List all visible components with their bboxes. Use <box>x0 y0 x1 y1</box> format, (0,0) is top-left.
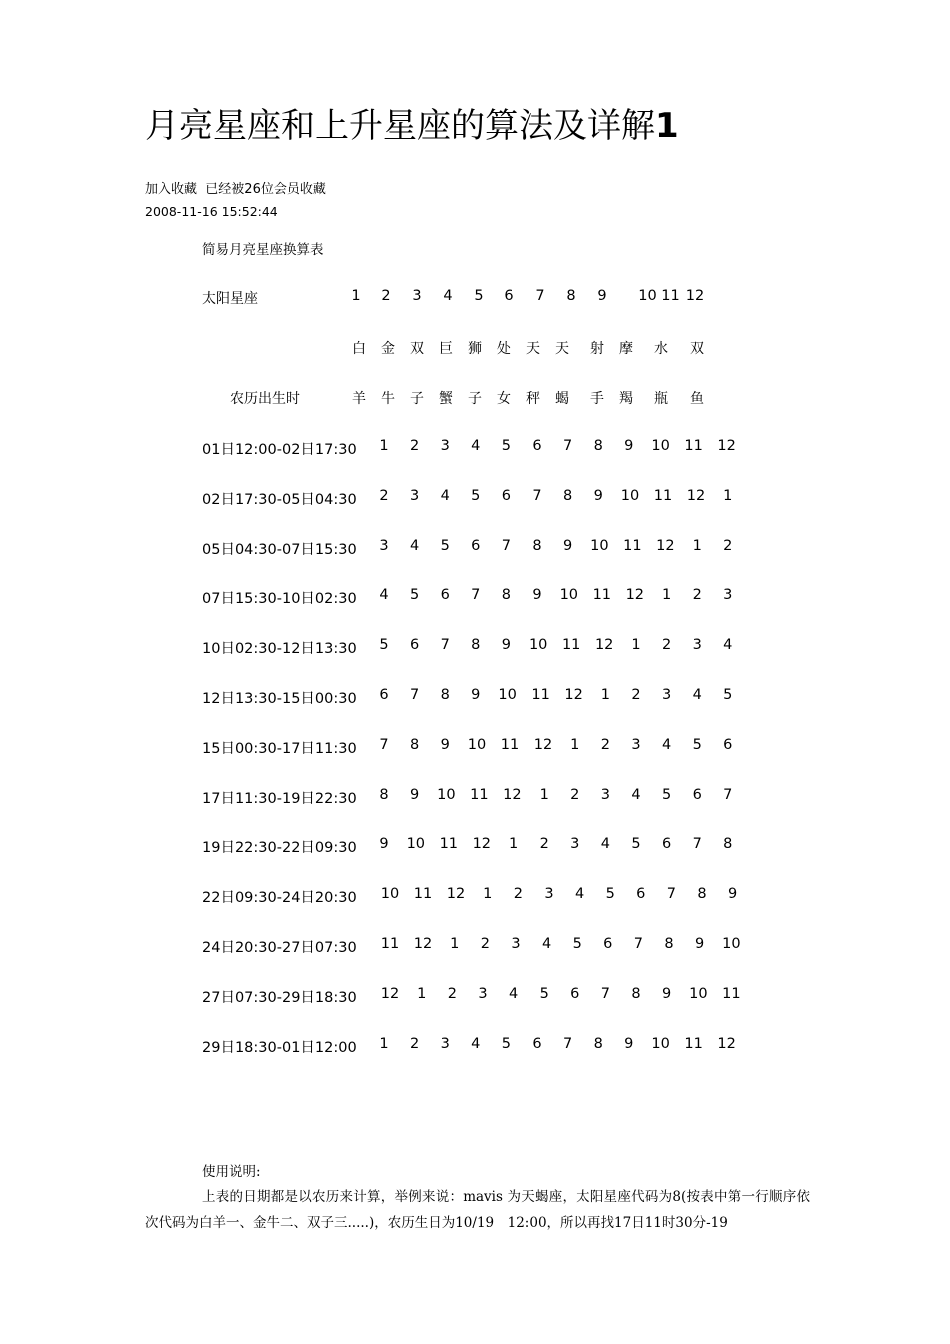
header-number: 7 <box>535 288 545 304</box>
table-cell: 8 <box>723 836 733 853</box>
table-cell: 9 <box>532 587 542 604</box>
table-cell: 11 <box>561 637 581 654</box>
table-cell: 2 <box>409 438 420 454</box>
table-cell: 7 <box>666 886 677 903</box>
table-cell: 6 <box>692 786 702 803</box>
table-cell: 6 <box>603 936 613 952</box>
table-cell: 3 <box>600 786 611 803</box>
sign-name-bottom: 牛 <box>381 391 395 407</box>
table-cell: 1 <box>379 1035 389 1052</box>
sign-name-bottom: 羊 <box>352 391 366 407</box>
table-cell: 3 <box>570 836 580 853</box>
table-cell: 10 <box>559 587 579 604</box>
table-cell: 8 <box>440 687 450 703</box>
table-cell: 7 <box>633 936 644 952</box>
table-cell: 5 <box>501 1035 512 1052</box>
table-cell: 8 <box>471 637 481 654</box>
time-range-label: 05日04:30-07日15:30 <box>202 541 357 558</box>
table-cell: 3 <box>440 438 450 454</box>
table-cell: 5 <box>409 587 420 604</box>
table-cell: 10 <box>620 487 640 504</box>
sign-name-bottom: 蝎 <box>555 391 569 407</box>
table-cell: 12 <box>717 438 736 454</box>
table-cell: 4 <box>379 587 389 604</box>
table-cell: 9 <box>661 985 672 1002</box>
table-cell: 8 <box>532 537 542 554</box>
table-cell: 5 <box>572 936 582 952</box>
table-cell: 5 <box>661 786 672 803</box>
table-cell: 10 <box>651 438 670 454</box>
table-cell: 11 <box>439 836 459 853</box>
sign-name-top: 射 <box>590 341 604 357</box>
sun-sign-label: 太阳星座 <box>202 291 258 307</box>
table-cell: 4 <box>471 438 481 454</box>
time-range-label: 15日00:30-17日11:30 <box>202 740 357 757</box>
table-cell: 9 <box>409 786 420 803</box>
table-cell: 6 <box>661 836 672 853</box>
notes-heading: 使用说明: <box>202 1164 261 1180</box>
table-cell: 10 <box>498 687 517 703</box>
sign-name-bottom: 秤 <box>526 391 540 407</box>
table-cell: 2 <box>570 786 580 803</box>
table-cell: 11 <box>592 587 612 604</box>
table-cell: 7 <box>471 587 481 604</box>
table-cell: 11 <box>380 936 400 952</box>
table-cell: 3 <box>440 1035 450 1052</box>
favorite-count: 26 <box>244 182 261 197</box>
table-cell: 3 <box>723 587 733 604</box>
table-cell: 6 <box>471 537 481 554</box>
table-cell: 1 <box>692 537 702 554</box>
sign-name-top: 处 <box>497 341 511 357</box>
table-cell: 6 <box>379 687 389 703</box>
time-range-label: 12日13:30-15日00:30 <box>202 691 357 707</box>
sign-name-top: 巨 <box>439 341 453 357</box>
sign-name-top: 天 <box>526 341 540 357</box>
table-cell: 1 <box>661 587 672 604</box>
table-cell: 11 <box>531 687 550 703</box>
table-cell: 4 <box>508 985 519 1002</box>
table-cell: 7 <box>562 1035 573 1052</box>
time-range-label: 22日09:30-24日20:30 <box>202 890 357 907</box>
publish-datetime: 2008-11-16 15:52:44 <box>145 204 278 219</box>
table-cell: 4 <box>541 936 552 952</box>
table-cell: 8 <box>593 438 603 454</box>
table-cell: 4 <box>600 836 611 853</box>
table-cell: 2 <box>692 587 702 604</box>
time-range-label: 24日20:30-27日07:30 <box>202 940 357 956</box>
table-cell: 5 <box>471 487 481 504</box>
table-cell: 12 <box>625 587 645 604</box>
table-cell: 3 <box>409 487 420 504</box>
sign-name-top: 水 <box>654 341 668 357</box>
table-cell: 6 <box>532 438 542 454</box>
sign-name-top: 白 <box>352 341 366 357</box>
table-cell: 4 <box>471 1035 481 1052</box>
table-cell: 12 <box>533 736 553 753</box>
page-title-text: 月亮星座和上升星座的算法及详解 <box>145 106 655 146</box>
table-cell: 7 <box>501 537 512 554</box>
table-cell: 4 <box>631 786 641 803</box>
sign-name-bottom: 蟹 <box>439 391 453 407</box>
table-cell: 7 <box>532 487 542 504</box>
table-cell: 5 <box>379 637 389 654</box>
sign-name-bottom: 女 <box>497 391 511 407</box>
table-cell: 7 <box>723 786 733 803</box>
sign-name-top: 天 <box>555 341 569 357</box>
table-cell: 12 <box>686 487 706 504</box>
table-cell: 2 <box>480 936 491 952</box>
header-number: 5 <box>474 288 484 304</box>
table-cell: 12 <box>564 687 583 703</box>
sign-name-top: 摩 <box>619 341 633 357</box>
table-cell: 8 <box>697 886 707 903</box>
table-cell: 3 <box>379 537 389 554</box>
table-cell: 4 <box>574 886 585 903</box>
sign-name-top: 双 <box>410 341 424 357</box>
table-cell: 3 <box>661 687 672 703</box>
table-cell: 4 <box>723 637 733 654</box>
table-cell: 2 <box>409 1035 420 1052</box>
table-cell: 5 <box>631 836 641 853</box>
table-cell: 1 <box>417 985 427 1002</box>
page-title-number: 1 <box>655 106 679 146</box>
table-cell: 3 <box>511 936 521 952</box>
table-cell: 5 <box>692 736 702 753</box>
table-cell: 6 <box>440 587 450 604</box>
table-cell: 9 <box>694 936 705 952</box>
header-number: 10 11 <box>638 288 680 304</box>
table-cell: 12 <box>446 886 466 903</box>
table-cell: 5 <box>539 985 549 1002</box>
table-cell: 6 <box>570 985 580 1002</box>
sign-name-bottom: 子 <box>410 391 424 407</box>
table-cell: 12 <box>413 936 433 952</box>
table-cell: 2 <box>723 537 733 554</box>
table-cell: 10 <box>722 936 741 952</box>
table-cell: 1 <box>539 786 549 803</box>
time-range-label: 29日18:30-01日12:00 <box>202 1039 357 1056</box>
time-range-label: 07日15:30-10日02:30 <box>202 591 357 608</box>
table-cell: 2 <box>447 985 458 1002</box>
table-cell: 7 <box>409 687 420 703</box>
table-cell: 9 <box>624 438 634 454</box>
table-cell: 8 <box>562 487 573 504</box>
table-cell: 2 <box>379 487 389 504</box>
table-cell: 9 <box>624 1035 634 1052</box>
table-cell: 5 <box>440 537 450 554</box>
table-cell: 12 <box>656 537 675 554</box>
table-cell: 2 <box>513 886 524 903</box>
header-number: 4 <box>443 288 453 304</box>
sign-name-top: 狮 <box>468 341 482 357</box>
table-cell: 11 <box>623 537 642 554</box>
sign-name-bottom: 手 <box>590 391 604 407</box>
table-cell: 7 <box>562 438 573 454</box>
header-number: 1 <box>351 288 361 304</box>
table-cell: 9 <box>379 836 389 853</box>
table-cell: 4 <box>440 487 450 504</box>
sign-name-top: 双 <box>690 341 704 357</box>
table-cell: 8 <box>409 736 420 753</box>
table-cell: 11 <box>684 1035 703 1052</box>
table-cell: 12 <box>472 836 492 853</box>
table-cell: 12 <box>380 985 400 1002</box>
sign-name-bottom: 羯 <box>619 391 633 407</box>
header-number: 12 <box>685 288 705 304</box>
add-favorite-link[interactable]: 加入收藏 <box>145 182 198 197</box>
table-cell: 2 <box>600 736 611 753</box>
favorite-prefix: 已经被 <box>205 182 245 197</box>
table-cell: 8 <box>664 936 674 952</box>
table-cell: 6 <box>532 1035 542 1052</box>
table-cell: 10 <box>406 836 426 853</box>
table-cell: 2 <box>539 836 549 853</box>
table-cell: 4 <box>692 687 702 703</box>
table-cell: 1 <box>508 836 519 853</box>
table-cell: 9 <box>440 736 450 753</box>
time-range-label: 01日12:00-02日17:30 <box>202 442 357 458</box>
table-cell: 6 <box>723 736 733 753</box>
table-cell: 11 <box>470 786 489 803</box>
table-cell: 8 <box>379 786 389 803</box>
table-cell: 4 <box>661 736 672 753</box>
header-number: 9 <box>597 288 607 304</box>
table-cell: 12 <box>503 786 522 803</box>
table-cell: 7 <box>600 985 611 1002</box>
table-cell: 10 <box>590 537 609 554</box>
table-cell: 11 <box>684 438 703 454</box>
table-cell: 10 <box>651 1035 670 1052</box>
table-cell: 5 <box>605 886 615 903</box>
table-cell: 7 <box>440 637 450 654</box>
table-cell: 3 <box>478 985 488 1002</box>
time-range-label: 17日11:30-19日22:30 <box>202 790 357 807</box>
lunar-birth-label: 农历出生时 <box>230 391 300 407</box>
header-number: 2 <box>381 288 391 304</box>
sign-name-top: 金 <box>381 341 395 357</box>
time-range-label: 19日22:30-22日09:30 <box>202 840 357 857</box>
table-cell: 7 <box>692 836 702 853</box>
table-cell: 10 <box>380 886 400 903</box>
sign-name-bottom: 子 <box>468 391 482 407</box>
table-cell: 8 <box>501 587 512 604</box>
favorite-suffix: 位会员收藏 <box>260 182 326 197</box>
table-caption: 简易月亮星座换算表 <box>202 242 324 258</box>
table-cell: 12 <box>717 1035 736 1052</box>
table-cell: 11 <box>500 736 520 753</box>
header-number: 8 <box>566 288 576 304</box>
table-cell: 1 <box>600 687 611 703</box>
table-cell: 1 <box>450 936 460 952</box>
table-cell: 6 <box>409 637 420 654</box>
table-cell: 3 <box>631 736 641 753</box>
table-cell: 1 <box>570 736 580 753</box>
table-cell: 2 <box>631 687 641 703</box>
time-range-label: 02日17:30-05日04:30 <box>202 491 357 508</box>
table-cell: 10 <box>467 736 487 753</box>
time-range-label: 27日07:30-29日18:30 <box>202 989 357 1006</box>
table-cell: 1 <box>723 487 733 504</box>
sign-name-bottom: 瓶 <box>654 391 668 407</box>
table-cell: 7 <box>379 736 389 753</box>
table-cell: 5 <box>501 438 512 454</box>
table-cell: 3 <box>692 637 702 654</box>
table-cell: 8 <box>593 1035 603 1052</box>
table-cell: 10 <box>528 637 548 654</box>
table-cell: 5 <box>723 687 733 703</box>
table-cell: 11 <box>653 487 673 504</box>
header-number: 3 <box>412 288 422 304</box>
table-cell: 2 <box>661 637 672 654</box>
header-number: 6 <box>504 288 514 304</box>
table-cell: 12 <box>594 637 614 654</box>
table-cell: 3 <box>544 886 554 903</box>
table-cell: 9 <box>593 487 603 504</box>
table-cell: 9 <box>727 886 738 903</box>
table-cell: 8 <box>631 985 641 1002</box>
table-cell: 6 <box>636 886 646 903</box>
table-cell: 1 <box>379 438 389 454</box>
table-cell: 1 <box>483 886 493 903</box>
table-cell: 9 <box>471 687 481 703</box>
table-cell: 9 <box>501 637 512 654</box>
table-cell: 10 <box>437 786 456 803</box>
table-cell: 9 <box>562 537 573 554</box>
table-cell: 6 <box>501 487 512 504</box>
table-cell: 1 <box>631 637 641 654</box>
sign-name-bottom: 鱼 <box>690 391 704 407</box>
table-cell: 4 <box>409 537 420 554</box>
table-cell: 11 <box>413 886 433 903</box>
table-cell: 11 <box>722 985 741 1002</box>
notes-paragraph: 上表的日期都是以农历来计算，举例来说：mavis 为天蝎座，太阳星座代码为8(按表中第一行顺序依次代码为白羊一、金牛二、双子三.....)，农历生日为10/19 12:00，所以再找17日11时30分-19 <box>145 1189 810 1231</box>
table-cell: 10 <box>689 985 708 1002</box>
time-range-label: 10日02:30-12日13:30 <box>202 641 357 658</box>
